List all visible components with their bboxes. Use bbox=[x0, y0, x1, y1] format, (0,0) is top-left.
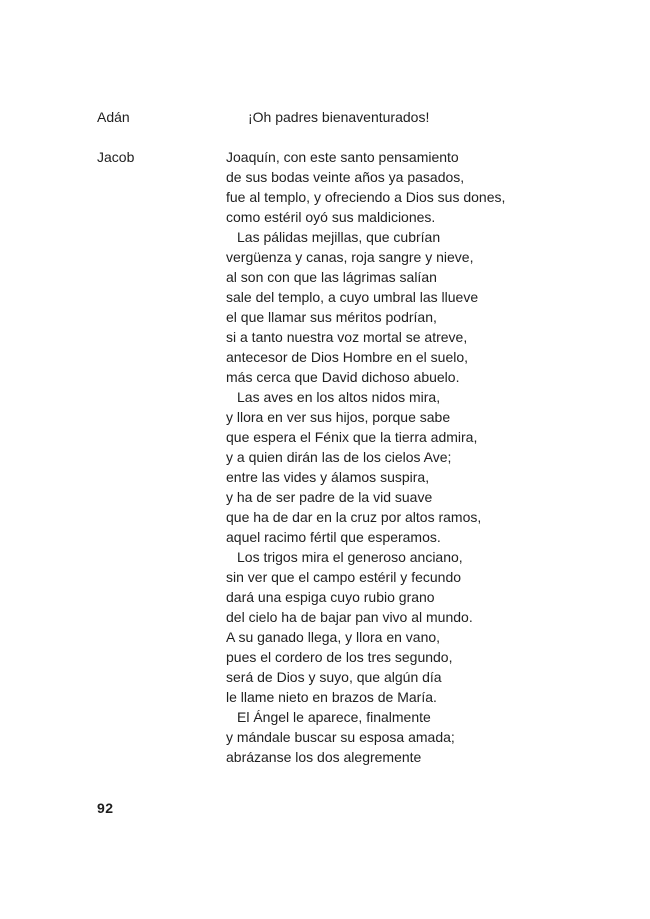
verse-line: aquel racimo fértil que esperamos. bbox=[226, 529, 441, 545]
verse-line: que espera el Fénix que la tierra admira, bbox=[226, 429, 478, 445]
verse-line: será de Dios y suyo, que algún día bbox=[226, 669, 442, 685]
page-number: 92 bbox=[97, 800, 114, 816]
stanza-first-line: El Ángel le aparece, finalmente bbox=[237, 709, 431, 725]
verse-line: abrázanse los dos alegremente bbox=[226, 749, 422, 765]
verse-line: si a tanto nuestra voz mortal se atreve, bbox=[226, 329, 468, 345]
speaker-jacob: Jacob bbox=[97, 149, 135, 165]
verse-line: A su ganado llega, y llora en vano, bbox=[226, 629, 441, 645]
verse-line: fue al templo, y ofreciendo a Dios sus dones, bbox=[226, 189, 506, 205]
verse-line: de sus bodas veinte años ya pasados, bbox=[226, 169, 465, 185]
verse-line: ¡Oh padres bienaventurados! bbox=[248, 109, 430, 125]
verse-line: más cerca que David dichoso abuelo. bbox=[226, 369, 460, 385]
verse-line: antecesor de Dios Hombre en el suelo, bbox=[226, 349, 469, 365]
speech-jacob bbox=[226, 147, 505, 767]
verse-line: el que llamar sus méritos podrían, bbox=[226, 309, 437, 325]
verse-line: le llame nieto en brazos de María. bbox=[226, 689, 437, 705]
speech-adan bbox=[248, 107, 429, 127]
verse-line: sin ver que el campo estéril y fecundo bbox=[226, 569, 462, 585]
stanza-first-line: Las pálidas mejillas, que cubrían bbox=[237, 229, 441, 245]
verse-line: entre las vides y álamos suspira, bbox=[226, 469, 430, 485]
verse-line: del cielo ha de bajar pan vivo al mundo. bbox=[226, 609, 473, 625]
verse-line: que ha de dar en la cruz por altos ramos, bbox=[226, 509, 482, 525]
verse-line: al son con que las lágrimas salían bbox=[226, 269, 437, 285]
verse-line: dará una espiga cuyo rubio grano bbox=[226, 589, 435, 605]
verse-line: vergüenza y canas, roja sangre y nieve, bbox=[226, 249, 474, 265]
stanza-first-line: Las aves en los altos nidos mira, bbox=[237, 389, 441, 405]
verse-line: y llora en ver sus hijos, porque sabe bbox=[226, 409, 451, 425]
speaker-adan: Adán bbox=[97, 109, 130, 125]
verse-line: como estéril oyó sus maldiciones. bbox=[226, 209, 436, 225]
verse-line: y a quien dirán las de los cielos Ave; bbox=[226, 449, 452, 465]
verse-line: Joaquín, con este santo pensamiento bbox=[226, 149, 459, 165]
verse-line: y ha de ser padre de la vid suave bbox=[226, 489, 433, 505]
stanza-first-line: Los trigos mira el generoso anciano, bbox=[237, 549, 463, 565]
verse-line: y mándale buscar su esposa amada; bbox=[226, 729, 455, 745]
verse-line: pues el cordero de los tres segundo, bbox=[226, 649, 453, 665]
verse-line: sale del templo, a cuyo umbral las llueve bbox=[226, 289, 479, 305]
